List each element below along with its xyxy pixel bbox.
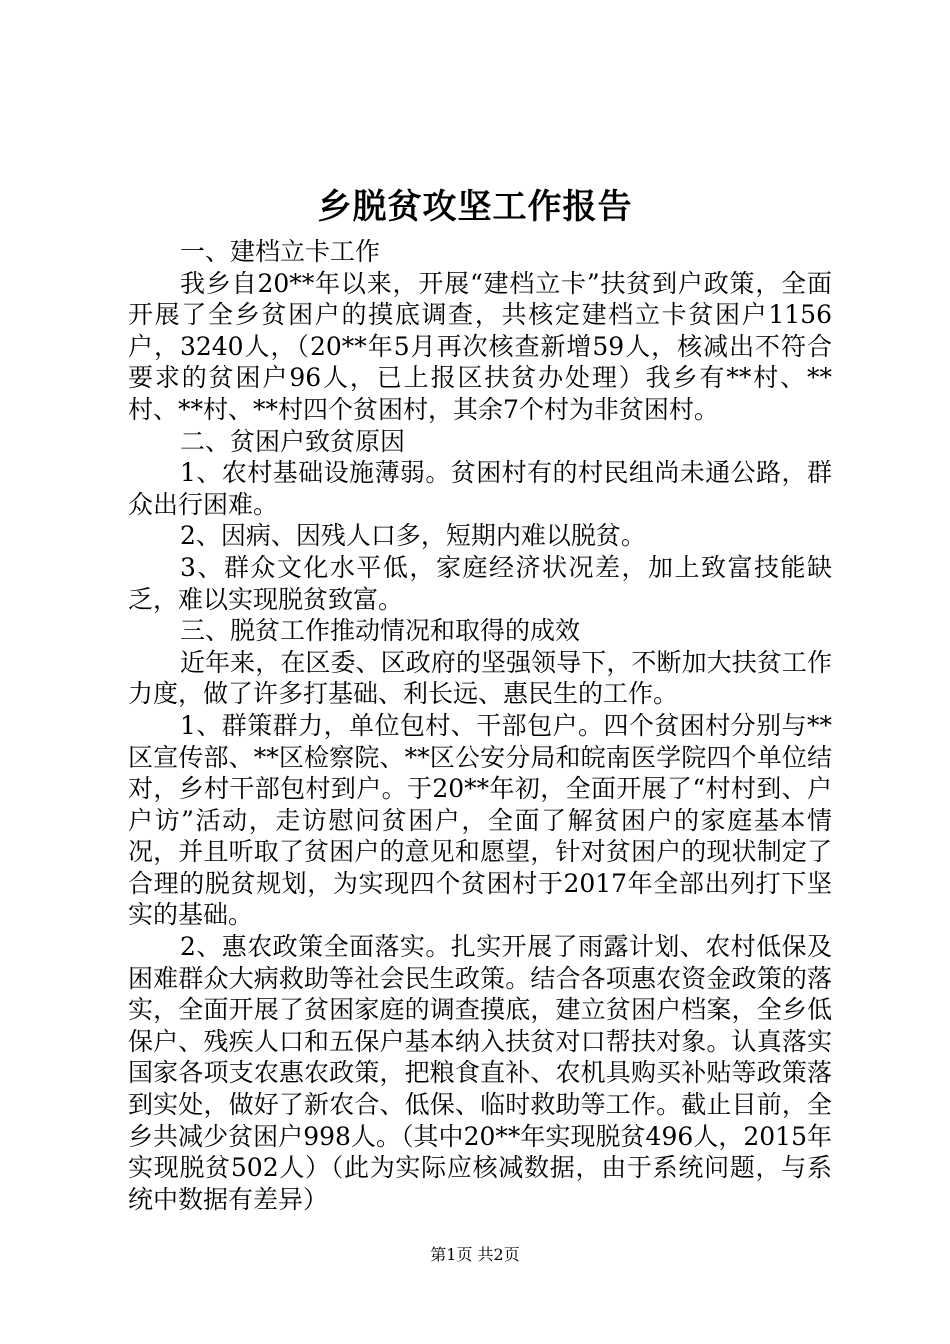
document-title: 乡脱贫攻坚工作报告 [317, 187, 633, 227]
paragraph-overview: 近年来，在区委、区政府的坚强领导下，不断加大扶贫工作力度，做了许多打基础、利长远、惠民生的工作。 [128, 647, 832, 709]
paragraph-cause-3: 3、群众文化水平低，家庭经济状况差，加上致富技能缺乏，难以实现脱贫致富。 [128, 552, 832, 614]
paragraph-cause-2: 2、因病、因残人口多，短期内难以脱贫。 [180, 521, 646, 551]
paragraph-cause-1: 1、农村基础设施薄弱。贫困村有的村民组尚未通公路，群众出行困难。 [128, 458, 832, 519]
section-heading-1: 一、建档立卡工作 [180, 237, 381, 266]
document-body [128, 236, 832, 1215]
paragraph-measure-2: 2、惠农政策全面落实。扎实开展了雨露计划、农村低保及困难群众大病救助等社会民生政策。结合各项惠农资金政策的落实，全面开展了贫困家庭的调查摸底，建立贫困户档案，全乡低保户、残疾人口和五保户基本纳入扶贫对口帮扶对象。认真落实国家各项支农惠农政策，把粮食直补、农机具购买补贴等政策落到实处，做好了新农合、低保、临时救助等工作。截止目前，全乡共减少贫困户998人。（其中20**年实现脱贫496人，2015年实现脱贫502人）（此为实际应核减数据，由于系统问题，与系统中数据有差异） [128, 932, 832, 1214]
page-footer: 第1页 共2页 [430, 1245, 520, 1264]
section-heading-3: 三、脱贫工作推动情况和取得的成效 [180, 616, 581, 646]
paragraph-registration: 我乡自20**年以来，开展“建档立卡”扶贫到户政策，全面开展了全乡贫困户的摸底调查，共核定建档立卡贫困户1156户，3240人，（20**年5月再次核查新增59人，核减出不符合要求的贫困户96人，已上报区扶贫办处理）我乡有**村、**村、**村、**村四个贫困村，其余7个村为非贫困村。 [128, 268, 832, 424]
paragraph-measure-1: 1、群策群力，单位包村、干部包户。四个贫困村分别与**区宣传部、**区检察院、**区公安分局和皖南医学院四个单位结对，乡村干部包村到户。于20**年初，全面开展了“村村到、户户访”活动，走访慰问贫困户，全面了解贫困户的家庭基本情况，并且听取了贫困户的意见和愿望，针对贫困户的现状制定了合理的脱贫规划，为实现四个贫困村于2017年全部出列打下坚实的基础。 [128, 710, 832, 930]
section-heading-2: 二、贫困户致贫原因 [180, 426, 406, 456]
